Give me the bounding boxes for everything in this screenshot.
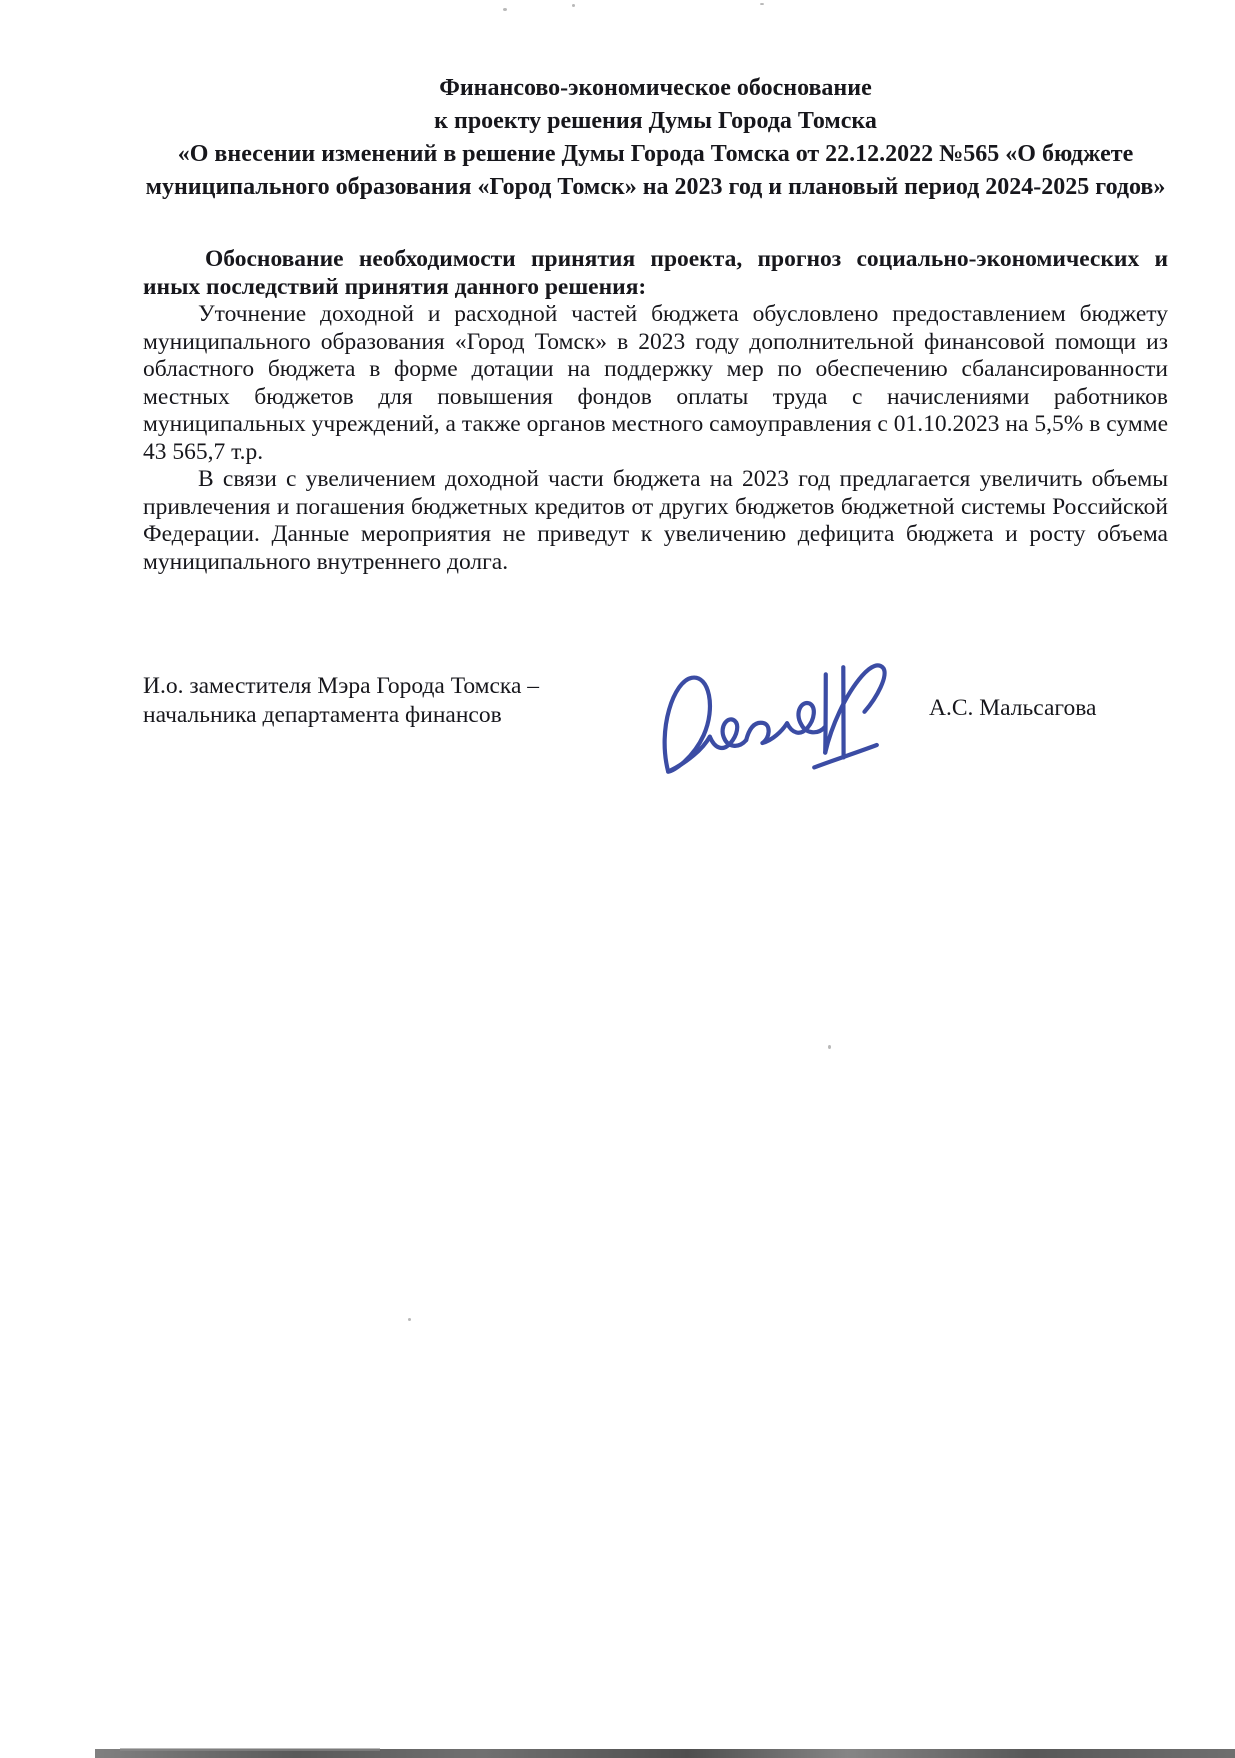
handwritten-signature [647, 651, 905, 793]
document-content [143, 0, 1168, 785]
document-title [143, 72, 1168, 204]
scan-speck [760, 3, 764, 5]
scan-speck [828, 1045, 831, 1049]
signature-block [143, 672, 1168, 785]
signatory-position-line-1: И.о. заместителя Мэра Города Томска – [143, 673, 540, 699]
signatory-name: А.С. Мальсагова [929, 695, 1097, 721]
signatory-position [143, 672, 573, 730]
title-line-3: «О внесении изменений в решение Думы Города Томска от 22.12.2022 №565 «О бюджете муниципального образования «Город Томск» на 2023 год и плановый период 2024-2025 годов» [145, 141, 1166, 200]
paragraph-1: Уточнение доходной и расходной частей бюджета обусловлено предоставлением бюджету муниципального образования «Город Томск» в 2023 году дополнительной финансовой помощи из областного бюджета в форме дотации на поддержку мер по обеспечению сбалансированности местных бюджетов для повышения фондов оплаты труда с начислениями работников муниципальных учреждений, а также органов местного самоуправления с 01.10.2023 на 5,5% в сумме 43 565,7 т.р. [143, 301, 1168, 465]
scan-speck [408, 1318, 411, 1321]
title-line-1: Финансово-экономическое обоснование [439, 75, 872, 101]
scan-edge-artifact-notch [120, 1748, 380, 1751]
signatory-position-line-2: начальника департамента финансов [143, 702, 502, 728]
paragraph-2: В связи с увеличением доходной части бюджета на 2023 год предлагается увеличить объемы привлечения и погашения бюджетных кредитов от других бюджетов бюджетной системы Российской Федерации. Данные мероприятия не приведут к увеличению дефицита бюджета и росту объема муниципального внутреннего долга. [143, 466, 1168, 575]
section-heading: Обоснование необходимости принятия проекта, прогноз социально-экономических и иных последствий принятия данного решения: [143, 246, 1168, 300]
scan-speck [572, 4, 575, 7]
scan-speck [503, 8, 507, 11]
title-line-2: к проекту решения Думы Города Томска [434, 108, 877, 134]
